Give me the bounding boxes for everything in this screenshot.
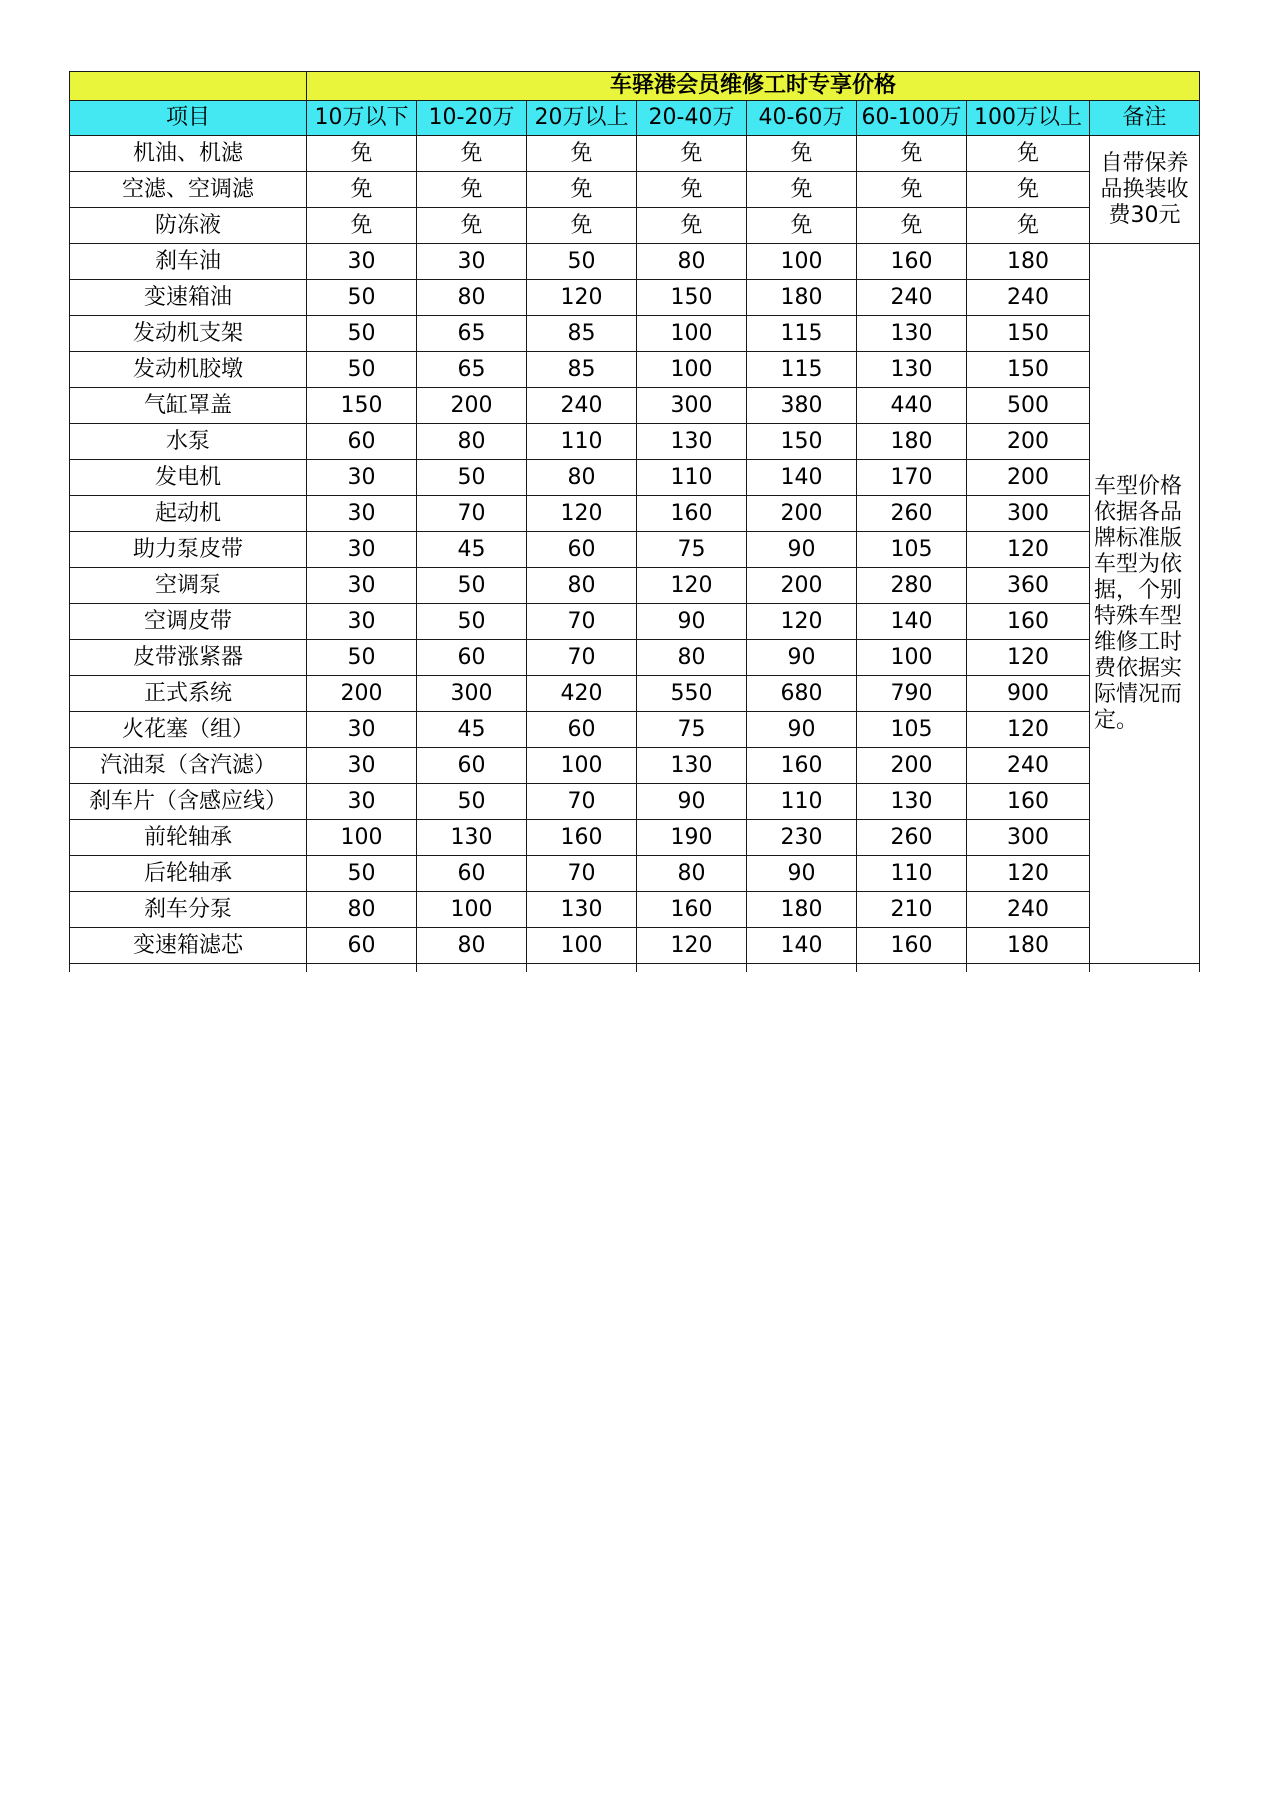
price-cell: 50 xyxy=(417,604,527,640)
price-cell: 260 xyxy=(857,820,967,856)
price-cell: 160 xyxy=(967,784,1090,820)
price-cell: 300 xyxy=(637,388,747,424)
price-cell: 65 xyxy=(417,352,527,388)
item-name-cell: 起动机 xyxy=(70,496,307,532)
table-row xyxy=(70,604,1200,640)
price-cell: 240 xyxy=(967,280,1090,316)
maintenance-note: 自带保养品换装收费30元 xyxy=(1090,136,1200,244)
price-cell: 90 xyxy=(637,784,747,820)
price-cell: 50 xyxy=(527,244,637,280)
price-cell: 免 xyxy=(857,136,967,172)
price-cell: 210 xyxy=(857,892,967,928)
price-cell: 105 xyxy=(857,532,967,568)
price-cell: 200 xyxy=(967,460,1090,496)
table-row xyxy=(70,676,1200,712)
price-cell: 200 xyxy=(417,388,527,424)
price-cell: 200 xyxy=(747,496,857,532)
price-cell: 130 xyxy=(637,424,747,460)
price-cell: 130 xyxy=(857,316,967,352)
price-cell: 120 xyxy=(967,640,1090,676)
price-cell: 50 xyxy=(307,352,417,388)
price-cell: 260 xyxy=(857,496,967,532)
price-cell: 360 xyxy=(967,568,1090,604)
price-cell: 50 xyxy=(307,280,417,316)
price-cell: 100 xyxy=(637,352,747,388)
price-sheet xyxy=(69,71,1199,972)
price-cell: 120 xyxy=(637,568,747,604)
item-name-cell: 发电机 xyxy=(70,460,307,496)
price-cell: 240 xyxy=(527,388,637,424)
gridline-cell xyxy=(747,964,857,973)
item-name-cell: 前轮轴承 xyxy=(70,820,307,856)
price-cell: 130 xyxy=(857,352,967,388)
item-name-cell: 刹车分泵 xyxy=(70,892,307,928)
price-cell: 70 xyxy=(527,640,637,676)
price-cell: 80 xyxy=(417,424,527,460)
price-cell: 160 xyxy=(967,604,1090,640)
header-row xyxy=(70,101,1200,136)
price-cell: 115 xyxy=(747,352,857,388)
price-cell: 85 xyxy=(527,352,637,388)
price-cell: 90 xyxy=(747,640,857,676)
price-cell: 免 xyxy=(967,136,1090,172)
item-name-cell: 变速箱油 xyxy=(70,280,307,316)
price-cell: 120 xyxy=(747,604,857,640)
price-cell: 80 xyxy=(637,244,747,280)
price-cell: 90 xyxy=(747,856,857,892)
price-cell: 100 xyxy=(857,640,967,676)
item-name-cell: 发动机胶墩 xyxy=(70,352,307,388)
gridline-cell xyxy=(637,964,747,973)
price-cell: 100 xyxy=(747,244,857,280)
price-cell: 120 xyxy=(967,712,1090,748)
price-cell: 160 xyxy=(857,244,967,280)
table-row xyxy=(70,568,1200,604)
table-row xyxy=(70,712,1200,748)
price-cell: 免 xyxy=(967,208,1090,244)
price-cell: 200 xyxy=(747,568,857,604)
price-cell: 240 xyxy=(967,748,1090,784)
table-row xyxy=(70,172,1200,208)
price-cell: 免 xyxy=(417,136,527,172)
price-cell: 105 xyxy=(857,712,967,748)
price-cell: 120 xyxy=(637,928,747,964)
price-cell: 900 xyxy=(967,676,1090,712)
price-cell: 免 xyxy=(747,172,857,208)
price-cell: 380 xyxy=(747,388,857,424)
price-cell: 45 xyxy=(417,532,527,568)
page-title: 车驿港会员维修工时专享价格 xyxy=(307,72,1200,101)
table-row xyxy=(70,388,1200,424)
price-cell: 65 xyxy=(417,316,527,352)
item-name-cell: 火花塞（组） xyxy=(70,712,307,748)
price-cell: 130 xyxy=(857,784,967,820)
gridline-cell xyxy=(857,964,967,973)
price-cell: 50 xyxy=(307,316,417,352)
price-cell: 170 xyxy=(857,460,967,496)
gridline-cell xyxy=(307,964,417,973)
price-cell: 280 xyxy=(857,568,967,604)
price-cell: 90 xyxy=(637,604,747,640)
header-tier-6: 60-100万 xyxy=(857,101,967,136)
table-row xyxy=(70,136,1200,172)
price-cell: 75 xyxy=(637,532,747,568)
price-cell: 80 xyxy=(637,640,747,676)
price-cell: 130 xyxy=(417,820,527,856)
price-cell: 110 xyxy=(857,856,967,892)
price-cell: 120 xyxy=(527,496,637,532)
table-row xyxy=(70,640,1200,676)
price-cell: 110 xyxy=(637,460,747,496)
price-cell: 免 xyxy=(857,172,967,208)
price-cell: 免 xyxy=(747,208,857,244)
price-cell: 115 xyxy=(747,316,857,352)
price-cell: 45 xyxy=(417,712,527,748)
price-cell: 90 xyxy=(747,712,857,748)
price-cell: 790 xyxy=(857,676,967,712)
item-name-cell: 汽油泵（含汽滤） xyxy=(70,748,307,784)
item-name-cell: 刹车片（含感应线） xyxy=(70,784,307,820)
price-cell: 550 xyxy=(637,676,747,712)
price-cell: 免 xyxy=(637,172,747,208)
price-cell: 50 xyxy=(307,640,417,676)
item-name-cell: 刹车油 xyxy=(70,244,307,280)
price-cell: 120 xyxy=(527,280,637,316)
price-cell: 180 xyxy=(967,244,1090,280)
price-cell: 免 xyxy=(747,136,857,172)
price-cell: 80 xyxy=(527,568,637,604)
item-name-cell: 机油、机滤 xyxy=(70,136,307,172)
price-cell: 230 xyxy=(747,820,857,856)
item-name-cell: 助力泵皮带 xyxy=(70,532,307,568)
price-cell: 110 xyxy=(527,424,637,460)
price-cell: 180 xyxy=(747,280,857,316)
price-cell: 240 xyxy=(857,280,967,316)
price-cell: 500 xyxy=(967,388,1090,424)
price-cell: 免 xyxy=(967,172,1090,208)
item-name-cell: 空滤、空调滤 xyxy=(70,172,307,208)
price-cell: 80 xyxy=(637,856,747,892)
price-cell: 120 xyxy=(967,856,1090,892)
price-cell: 190 xyxy=(637,820,747,856)
price-cell: 30 xyxy=(307,496,417,532)
price-cell: 150 xyxy=(967,316,1090,352)
price-cell: 30 xyxy=(307,784,417,820)
table-row xyxy=(70,352,1200,388)
price-cell: 30 xyxy=(307,712,417,748)
table-row xyxy=(70,460,1200,496)
price-cell: 110 xyxy=(747,784,857,820)
title-row xyxy=(70,72,1200,101)
header-tier-5: 40-60万 xyxy=(747,101,857,136)
price-cell: 80 xyxy=(417,928,527,964)
table-row xyxy=(70,820,1200,856)
table-row xyxy=(70,784,1200,820)
price-cell: 免 xyxy=(637,208,747,244)
general-note: 车型价格依据各品牌标准版车型为依据，个别特殊车型维修工时费依据实际情况而定。 xyxy=(1090,244,1200,964)
table-row xyxy=(70,280,1200,316)
price-cell: 60 xyxy=(307,424,417,460)
gridline-cell xyxy=(70,964,307,973)
price-cell: 免 xyxy=(637,136,747,172)
price-cell: 免 xyxy=(307,208,417,244)
price-cell: 60 xyxy=(417,748,527,784)
header-item: 项目 xyxy=(70,101,307,136)
header-tier-7: 100万以上 xyxy=(967,101,1090,136)
price-cell: 免 xyxy=(307,136,417,172)
table-row xyxy=(70,532,1200,568)
price-cell: 100 xyxy=(527,928,637,964)
header-tier-4: 20-40万 xyxy=(637,101,747,136)
price-cell: 70 xyxy=(417,496,527,532)
price-cell: 30 xyxy=(307,460,417,496)
item-name-cell: 变速箱滤芯 xyxy=(70,928,307,964)
price-cell: 240 xyxy=(967,892,1090,928)
price-cell: 160 xyxy=(747,748,857,784)
price-cell: 440 xyxy=(857,388,967,424)
sheet-gridline-row xyxy=(70,964,1200,973)
price-cell: 60 xyxy=(527,712,637,748)
price-cell: 100 xyxy=(637,316,747,352)
price-cell: 180 xyxy=(857,424,967,460)
item-name-cell: 皮带涨紧器 xyxy=(70,640,307,676)
price-cell: 30 xyxy=(307,244,417,280)
price-cell: 680 xyxy=(747,676,857,712)
price-cell: 免 xyxy=(527,136,637,172)
price-cell: 180 xyxy=(967,928,1090,964)
price-cell: 30 xyxy=(417,244,527,280)
price-cell: 100 xyxy=(417,892,527,928)
price-cell: 100 xyxy=(307,820,417,856)
price-cell: 100 xyxy=(527,748,637,784)
price-cell: 150 xyxy=(637,280,747,316)
header-tier-2: 10-20万 xyxy=(417,101,527,136)
price-cell: 免 xyxy=(857,208,967,244)
gridline-cell xyxy=(417,964,527,973)
price-cell: 30 xyxy=(307,568,417,604)
table-row xyxy=(70,244,1200,280)
table-row xyxy=(70,856,1200,892)
item-name-cell: 后轮轴承 xyxy=(70,856,307,892)
price-cell: 160 xyxy=(527,820,637,856)
price-cell: 80 xyxy=(307,892,417,928)
item-name-cell: 空调皮带 xyxy=(70,604,307,640)
price-table xyxy=(69,71,1200,972)
price-cell: 300 xyxy=(967,820,1090,856)
item-name-cell: 水泵 xyxy=(70,424,307,460)
price-cell: 70 xyxy=(527,604,637,640)
price-cell: 150 xyxy=(747,424,857,460)
header-tier-1: 10万以下 xyxy=(307,101,417,136)
price-cell: 130 xyxy=(527,892,637,928)
price-cell: 30 xyxy=(307,532,417,568)
price-cell: 160 xyxy=(637,892,747,928)
table-row xyxy=(70,928,1200,964)
price-cell: 80 xyxy=(417,280,527,316)
price-cell: 30 xyxy=(307,604,417,640)
item-name-cell: 正式系统 xyxy=(70,676,307,712)
price-cell: 150 xyxy=(307,388,417,424)
price-cell: 160 xyxy=(637,496,747,532)
price-cell: 70 xyxy=(527,784,637,820)
price-cell: 免 xyxy=(307,172,417,208)
table-row xyxy=(70,748,1200,784)
item-name-cell: 空调泵 xyxy=(70,568,307,604)
header-tier-3: 20万以上 xyxy=(527,101,637,136)
title-blank-cell xyxy=(70,72,307,101)
price-cell: 90 xyxy=(747,532,857,568)
price-cell: 50 xyxy=(417,784,527,820)
header-note: 备注 xyxy=(1090,101,1200,136)
gridline-cell xyxy=(967,964,1090,973)
price-cell: 300 xyxy=(417,676,527,712)
price-cell: 60 xyxy=(417,640,527,676)
price-cell: 75 xyxy=(637,712,747,748)
price-cell: 免 xyxy=(527,172,637,208)
item-name-cell: 发动机支架 xyxy=(70,316,307,352)
price-cell: 50 xyxy=(417,460,527,496)
price-cell: 200 xyxy=(857,748,967,784)
price-cell: 70 xyxy=(527,856,637,892)
price-cell: 60 xyxy=(527,532,637,568)
price-cell: 420 xyxy=(527,676,637,712)
price-cell: 200 xyxy=(307,676,417,712)
gridline-cell xyxy=(1090,964,1200,973)
table-row xyxy=(70,316,1200,352)
price-cell: 85 xyxy=(527,316,637,352)
price-cell: 150 xyxy=(967,352,1090,388)
table-row xyxy=(70,208,1200,244)
price-cell: 120 xyxy=(967,532,1090,568)
price-cell: 300 xyxy=(967,496,1090,532)
price-cell: 140 xyxy=(857,604,967,640)
price-cell: 60 xyxy=(417,856,527,892)
price-cell: 140 xyxy=(747,928,857,964)
table-row xyxy=(70,496,1200,532)
item-name-cell: 防冻液 xyxy=(70,208,307,244)
item-name-cell: 气缸罩盖 xyxy=(70,388,307,424)
price-cell: 200 xyxy=(967,424,1090,460)
price-cell: 免 xyxy=(417,208,527,244)
price-cell: 50 xyxy=(307,856,417,892)
price-cell: 160 xyxy=(857,928,967,964)
price-cell: 30 xyxy=(307,748,417,784)
table-row xyxy=(70,892,1200,928)
price-cell: 免 xyxy=(527,208,637,244)
price-cell: 140 xyxy=(747,460,857,496)
price-cell: 50 xyxy=(417,568,527,604)
price-cell: 130 xyxy=(637,748,747,784)
gridline-cell xyxy=(527,964,637,973)
price-cell: 80 xyxy=(527,460,637,496)
table-row xyxy=(70,424,1200,460)
price-cell: 免 xyxy=(417,172,527,208)
price-cell: 180 xyxy=(747,892,857,928)
price-cell: 60 xyxy=(307,928,417,964)
